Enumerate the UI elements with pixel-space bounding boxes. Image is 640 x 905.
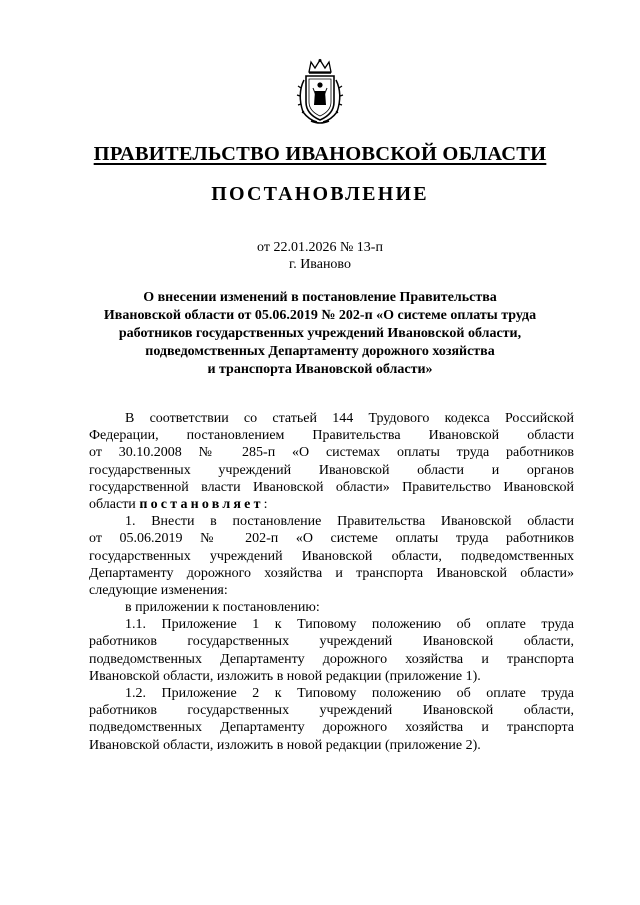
body-line: 1. Внести в постановление Правительства Ивановской области — [125, 514, 574, 530]
body-line: В соответствии со статьей 144 Трудового кодекса Российской — [125, 411, 574, 426]
body-line: следующие изменения: — [89, 582, 228, 598]
city: г. Иваново — [289, 257, 351, 272]
body-line: от 05.06.2019 № 202-п «О системе оплаты труда работников — [89, 531, 574, 547]
document-body — [89, 410, 574, 754]
organization-name: ПРАВИТЕЛЬСТВО ИВАНОВСКОЙ ОБЛАСТИ — [93, 143, 547, 165]
body-line: Федерации, постановлением Правительства Ивановской области — [89, 428, 574, 444]
body-line: государственной власти Ивановской области» Правительство Ивановской — [89, 479, 574, 495]
body-line — [89, 496, 574, 513]
body-line: государственных учреждений Ивановской области, подведомственных — [89, 548, 574, 564]
document-type: ПОСТАНОВЛЕНИЕ — [211, 183, 429, 205]
title-line: Ивановской области от 05.06.2019 № 202-п «О системе оплаты труда — [103, 308, 537, 323]
body-line: работников государственных учреждений Ивановской области, — [89, 703, 574, 719]
decree-word: постановляет — [139, 496, 264, 512]
title-line: подведомственных Департаменту дорожного хозяйства — [145, 344, 495, 359]
body-line: в приложении к постановлению: — [125, 600, 320, 616]
document-title — [80, 289, 560, 379]
title-line: и транспорта Ивановской области» — [207, 362, 433, 377]
body-line: 1.1. Приложение 1 к Типовому положению об оплате труда — [125, 617, 574, 633]
title-line: работников государственных учреждений Ивановской области, — [118, 326, 522, 341]
body-line: 1.2. Приложение 2 к Типовому положению об оплате труда — [125, 686, 574, 701]
body-line: Ивановской области, изложить в новой редакции (приложение 2). — [89, 737, 481, 753]
body-line: Ивановской области, изложить в новой редакции (приложение 1). — [89, 668, 481, 684]
ivanovo-coat-of-arms-icon — [295, 58, 345, 126]
decree-colon: : — [263, 496, 268, 512]
body-line: государственных учреждений Ивановской области и органов — [89, 462, 574, 478]
title-line: О внесении изменений в постановление Правительства — [143, 290, 497, 305]
date-number: от 22.01.2026 № 13-п — [257, 240, 383, 255]
body-text: области — [89, 496, 140, 512]
body-line: от 30.10.2008 № 285-п «О системах оплаты труда работников — [89, 445, 574, 461]
body-line: Департаменту дорожного хозяйства и транспорта Ивановской области» — [89, 565, 574, 581]
body-line: подведомственных Департаменту дорожного хозяйства и транспорта — [89, 720, 574, 736]
body-line: подведомственных Департаменту дорожного хозяйства и транспорта — [89, 651, 574, 667]
body-line: работников государственных учреждений Ивановской области, — [89, 634, 574, 650]
